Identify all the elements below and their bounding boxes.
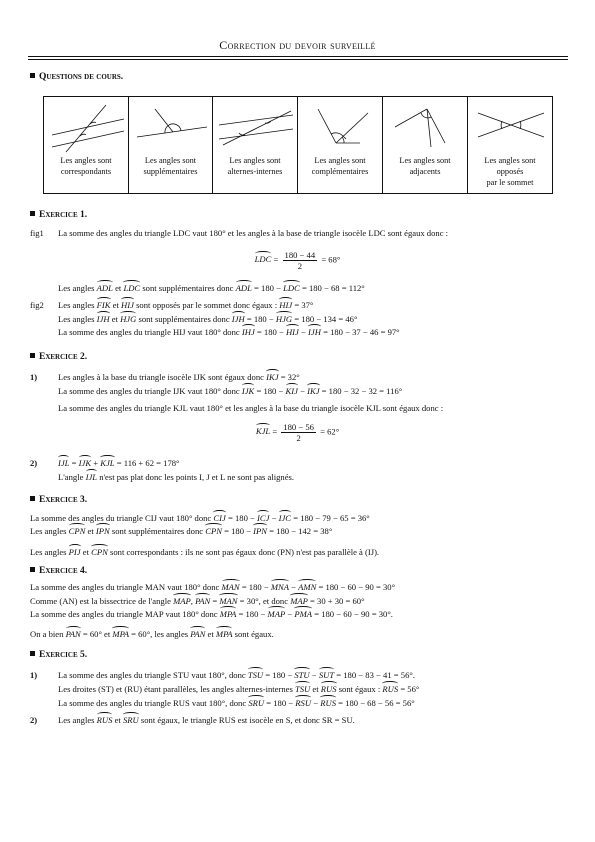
cell-adjacents <box>383 97 468 193</box>
ex4-line1: La somme des angles du triangle MAN vaut 180° donc MAN = 180 − MNA − AMN = 180 − 60 − 90 = 30° <box>30 582 396 592</box>
cell-caption-line: opposés <box>496 167 524 176</box>
ex4-line3: La somme des angles du triangle MAP vaut 180° donc MPA = 180 − MAP − PMA = 180 − 60 − 90 = 30°. <box>30 609 393 619</box>
ex5-q1-line2: Les droites (ST) et (RU) étant parallèles, les angles alternes-internes TSU et RUS sont égaux : RUS = 56° <box>58 684 420 694</box>
supplementary-angles-figure-icon <box>129 97 213 157</box>
ex1-line2: Les angles ADL et LDC sont supplémentaires donc ADL = 180 − LDC = 180 − 68 = 112° <box>58 283 365 293</box>
cell-caption-line: adjacents <box>409 167 441 176</box>
cell-caption-line: par le sommet <box>486 178 534 187</box>
cell-caption-line: Les angles sont <box>60 156 112 165</box>
ex3-line1: La somme des angles du triangle CIJ vaut 180° donc CIJ = 180 − ICJ − IJC = 180 − 79 − 65 = 36° <box>30 513 370 523</box>
cours-table <box>43 96 553 194</box>
cell-opposes-sommet <box>468 97 552 193</box>
ex5-q1-line1: 1) La somme des angles du triangle STU vaut 180°, donc TSU = 180 − STU − SUT = 180 − 83 − 41 = 56°. <box>30 670 415 680</box>
cell-caption-line: Les angles sont <box>229 156 281 165</box>
ex5-q1-line3: La somme des angles du triangle RUS vaut 180°, donc SRU = 180 − RSU − RUS = 180 − 68 − 56 = 56° <box>58 698 415 708</box>
page-title: Correction du devoir surveillé <box>219 38 376 52</box>
ex4-heading: Exercice 4. <box>30 566 87 576</box>
cell-caption-line: supplémentaires <box>143 167 198 176</box>
title-rule-bottom <box>28 59 568 60</box>
corresponding-angles-figure-icon <box>44 97 129 157</box>
adjacent-angles-figure-icon <box>383 97 468 157</box>
ex2-q1-line1: 1) Les angles à la base du triangle isocèle IJK sont égaux donc IKJ = 32° <box>30 372 300 382</box>
cell-caption-line: Les angles sont <box>144 156 197 165</box>
ex2-equation: KJL = $\frac{180 - 56}{2}$ = 62° <box>255 422 340 443</box>
cell-caption-line: correspondants <box>60 167 112 176</box>
cell-caption-line: Les angles sont <box>399 156 451 165</box>
title-rule-top <box>28 56 568 57</box>
cell-correspondants <box>44 97 129 193</box>
complementary-angles-figure-icon <box>298 97 383 157</box>
cell-caption-line: Les angles sont <box>484 156 536 165</box>
ex2-q1-line2: La somme des angles du triangle IJK vaut 180° donc IJK = 180 − KIJ − IKJ = 180 − 32 − 32 = 116° <box>58 386 403 396</box>
ex5-q2-line1: 2) Les angles RUS et SRU sont égaux, le triangle RUS est isocèle en S, et donc SR = SU. <box>30 715 355 725</box>
ex5-heading: Exercice 5. <box>30 650 87 660</box>
vertical-angles-figure-icon <box>468 97 552 157</box>
cell-caption-line: Les angles sont <box>314 156 366 165</box>
ex2-q2-line1: 2) IJL = IJK + KJL = 116 + 62 = 178° <box>30 458 180 468</box>
ex1-line5: La somme des angles du triangle HIJ vaut 180° donc IHJ = 180 − HIJ − IJH = 180 − 37 − 46 = 97° <box>58 327 400 337</box>
ex4-line4: On a bien PAN = 60° et MPA = 60°, les angles PAN et MPA sont égaux. <box>30 629 274 639</box>
cell-alternes-internes <box>213 97 298 193</box>
ex3-heading: Exercice 3. <box>30 495 87 505</box>
cell-caption-line: complémentaires <box>311 167 369 176</box>
cell-complementaires <box>298 97 383 193</box>
ex2-heading: Exercice 2. <box>30 352 87 362</box>
ex1-equation: LDC = $\frac{180 - 44}{2}$ = 68° <box>254 250 341 271</box>
ex1-line4: Les angles IJH et HJG sont supplémentaires donc IJH = 180 − HJG = 180 − 134 = 46° <box>58 314 358 324</box>
ex3-line2: Les angles CPN et IPN sont supplémentaires donc CPN = 180 − IPN = 180 − 142 = 38° <box>30 526 333 536</box>
ex2-q2-line2: L'angle IJL n'est pas plat donc les points I, J et L ne sont pas alignés. <box>58 472 294 482</box>
ex1-line1: fig1 La somme des angles du triangle LDC vaut 180° et les angles à la base de triangle isocèle LDC sont égaux donc : <box>30 228 449 238</box>
ex1-heading: Exercice 1. <box>30 210 87 220</box>
cours-heading: Questions de cours. <box>30 72 123 82</box>
alternate-interior-angles-figure-icon <box>213 97 298 157</box>
ex4-line2: Comme (AN) est la bissectrice de l'angle MAP, PAN = MAN = 30°, et donc MAP = 30 + 30 = 60° <box>30 596 365 606</box>
cell-supplementaires <box>129 97 213 193</box>
ex3-line3: Les angles PIJ et CPN sont correspondants : ils ne sont pas égaux donc (PN) n'est pas parallèle à (IJ). <box>30 547 380 557</box>
cell-caption-line: alternes-internes <box>227 167 283 176</box>
ex1-line3: fig2 Les angles FIK et HIJ sont opposés par le sommet donc égaux : HIJ = 37° <box>30 300 314 310</box>
ex2-q1-line3: La somme des angles du triangle KJL vaut 180° et les angles à la base du triangle isocèle KJL sont égaux donc : <box>58 403 444 413</box>
